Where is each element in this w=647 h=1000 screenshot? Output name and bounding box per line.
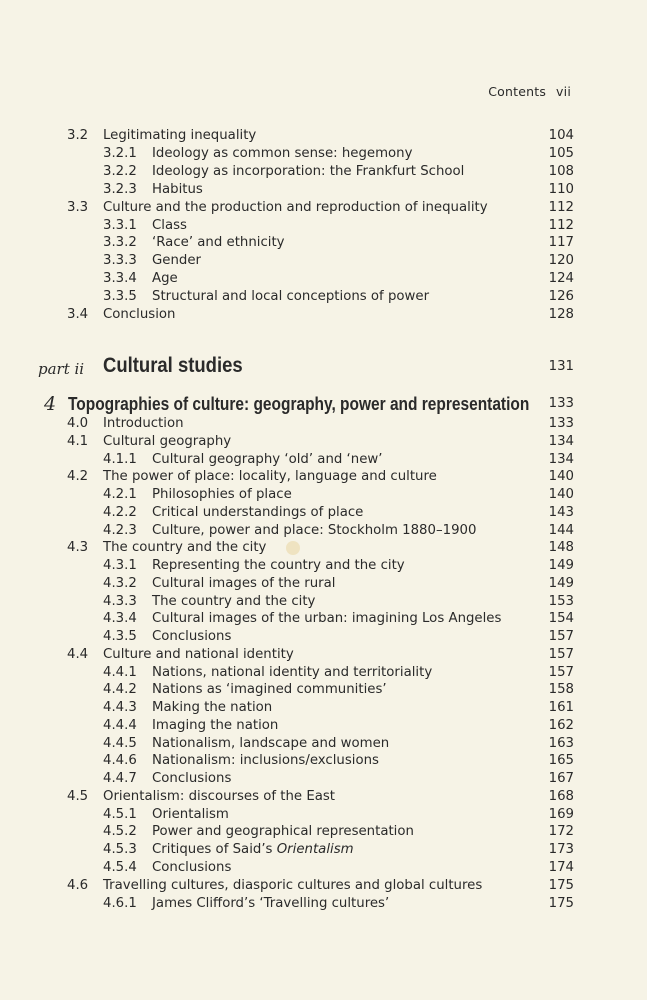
entry-title	[152, 628, 231, 646]
toc-entry	[0, 270, 647, 288]
entry-number: 4.4.7	[103, 771, 137, 787]
toc-entry	[0, 717, 647, 735]
entry-title	[152, 752, 379, 770]
toc-entry	[0, 288, 647, 306]
entry-page-number: 140	[548, 469, 574, 485]
toc-entry	[0, 504, 647, 522]
part-page-number: 131	[548, 359, 574, 374]
entry-number: 3.2.3	[103, 181, 137, 197]
toc-entry	[0, 415, 647, 433]
toc-entry	[0, 664, 647, 682]
entry-title	[152, 841, 354, 859]
entry-title-text: Critiques of Said’s	[152, 842, 277, 858]
entry-page-number: 168	[548, 788, 574, 804]
entry-title	[152, 575, 335, 593]
toc-entry	[0, 752, 647, 770]
entry-number: 4.4.4	[103, 717, 137, 733]
toc-entry	[0, 681, 647, 699]
entry-page-number: 153	[548, 593, 574, 609]
toc-entry	[0, 217, 647, 235]
entry-page-number: 148	[548, 540, 574, 556]
toc-entry	[0, 181, 647, 199]
entry-title	[152, 895, 389, 913]
entry-number: 4.2.2	[103, 504, 137, 520]
entry-title	[103, 539, 266, 557]
entry-number: 4.3.1	[103, 558, 137, 574]
entry-title-text: The power of place: locality, language and culture	[103, 469, 437, 485]
entry-number: 3.3.4	[103, 271, 137, 287]
entry-number: 3.3.3	[103, 253, 137, 269]
chapter-title: Topographies of culture: geography, power and representation	[68, 394, 530, 414]
entry-title	[152, 486, 292, 504]
entry-page-number: 105	[548, 145, 574, 161]
entry-page-number: 175	[548, 877, 574, 893]
part-title: Cultural studies	[103, 354, 243, 377]
entry-title	[152, 270, 178, 288]
entry-title-text: Power and geographical representation	[152, 824, 414, 840]
entry-number: 4.4.2	[103, 682, 137, 698]
entry-title	[152, 181, 203, 199]
entry-title-text: Conclusions	[152, 771, 232, 787]
entry-title-text: Gender	[152, 253, 201, 269]
entry-title	[103, 127, 256, 145]
entry-number: 3.3	[67, 199, 89, 215]
entry-page-number: 167	[548, 771, 574, 787]
entry-title-text: Nationalism: inclusions/exclusions	[152, 753, 379, 769]
entry-title-text: Nationalism, landscape and women	[152, 735, 390, 751]
entry-title	[103, 468, 437, 486]
entry-number: 4.6.1	[103, 895, 137, 911]
entry-title	[152, 681, 387, 699]
entry-page-number: 133	[548, 416, 574, 431]
entry-title	[152, 288, 429, 306]
entry-title	[152, 735, 389, 753]
entry-number: 4.3.2	[103, 575, 137, 591]
entry-title	[152, 699, 272, 717]
entry-page-number: 128	[548, 307, 574, 322]
toc-entry	[0, 145, 647, 163]
entry-title-text: Philosophies of place	[152, 487, 292, 503]
entry-page-number: 112	[548, 199, 574, 215]
toc-entry	[0, 877, 647, 895]
entry-title	[152, 610, 501, 628]
toc-entry	[0, 575, 647, 593]
running-header	[488, 84, 571, 99]
entry-page-number: 126	[548, 289, 574, 305]
toc-entry	[0, 127, 647, 145]
entry-number: 4.2	[67, 469, 89, 485]
entry-page-number: 144	[548, 522, 574, 538]
toc-entry	[0, 451, 647, 469]
entry-page-number: 120	[548, 253, 574, 269]
entry-number: 4.3	[67, 540, 89, 556]
entry-page-number: 154	[548, 611, 574, 627]
running-header-page: vii	[556, 84, 571, 99]
running-header-label: Contents	[488, 84, 547, 99]
entry-title-text: Ideology as common sense: hegemony	[152, 145, 413, 161]
entry-title	[152, 593, 315, 611]
toc-entry	[0, 468, 647, 486]
part-heading	[0, 354, 647, 382]
entry-title-text: Culture, power and place: Stockholm 1880–1900	[152, 522, 477, 538]
entry-title	[103, 306, 175, 324]
toc-entry	[0, 433, 647, 451]
entry-page-number: 108	[548, 163, 574, 179]
entry-title-text: Representing the country and the city	[152, 558, 405, 574]
toc-entry	[0, 199, 647, 217]
entry-title	[103, 646, 294, 664]
entry-title	[103, 199, 488, 217]
entry-title-text: Cultural images of the urban: imagining Los Angeles	[152, 611, 502, 627]
entry-title	[152, 806, 229, 824]
entry-page-number: 162	[548, 717, 574, 733]
entry-title-text: Orientalism	[152, 806, 229, 822]
entry-title	[103, 415, 184, 433]
entry-title	[103, 877, 482, 895]
entry-number: 4.2.1	[103, 487, 137, 503]
chapter-page-number: 133	[548, 396, 574, 411]
toc-entry	[0, 806, 647, 824]
entry-title-text: Conclusions	[152, 629, 232, 645]
entry-page-number: 161	[548, 700, 574, 716]
entry-number: 4.4.6	[103, 753, 137, 769]
entry-title-text: Conclusions	[152, 860, 232, 875]
entry-number: 4.3.5	[103, 629, 137, 645]
entry-title	[103, 433, 231, 451]
toc-entry	[0, 895, 647, 913]
entry-number: 4.4.1	[103, 664, 137, 680]
toc-entry	[0, 306, 647, 324]
entry-number: 4.3.4	[103, 611, 137, 627]
entry-number: 4.0	[67, 416, 89, 431]
toc-entry	[0, 557, 647, 575]
part-label: part ii	[38, 360, 85, 378]
entry-title	[152, 859, 231, 877]
entry-page-number: 140	[548, 487, 574, 503]
entry-title-text: Legitimating inequality	[103, 128, 257, 143]
entry-title-italic: Orientalism	[276, 842, 354, 858]
entry-title	[152, 234, 285, 252]
entry-number: 3.3.2	[103, 235, 137, 251]
entry-number: 4.1.1	[103, 451, 137, 467]
entry-title-text: James Clifford’s ‘Travelling cultures’	[152, 895, 390, 911]
chapter-heading	[0, 393, 647, 417]
entry-page-number: 149	[548, 575, 574, 591]
entry-number: 4.5.2	[103, 824, 137, 840]
entry-number: 4.2.3	[103, 522, 137, 538]
entry-title-text: Orientalism: discourses of the East	[103, 788, 336, 804]
toc-entry	[0, 788, 647, 806]
entry-page-number: 172	[548, 824, 574, 840]
entry-title	[152, 504, 363, 522]
entry-number: 4.5	[67, 788, 89, 804]
entry-title-text: ‘Race’ and ethnicity	[152, 235, 285, 251]
entry-title-text: Making the nation	[152, 700, 273, 716]
entry-title	[152, 217, 187, 235]
entry-title	[152, 557, 405, 575]
entry-number: 4.4.3	[103, 700, 137, 716]
entry-title-text: The country and the city	[103, 540, 267, 556]
entry-page-number: 112	[548, 217, 574, 233]
entry-title-text: Introduction	[103, 416, 184, 431]
entry-number: 3.2.1	[103, 145, 137, 161]
entry-title-text: Age	[152, 271, 178, 287]
toc-entry	[0, 628, 647, 646]
entry-title-text: Culture and the production and reproduction of inequality	[103, 199, 488, 215]
entry-title	[152, 717, 278, 735]
entry-title-text: The country and the city	[152, 593, 316, 609]
entry-title-text: Structural and local conceptions of power	[152, 289, 430, 305]
entry-page-number: 134	[548, 451, 574, 467]
entry-title	[152, 664, 432, 682]
entry-page-number: 110	[548, 181, 574, 197]
entry-page-number: 157	[548, 646, 574, 662]
entry-title	[103, 788, 335, 806]
toc-entry	[0, 823, 647, 841]
entry-number: 4.5.1	[103, 806, 137, 822]
entry-title-text: Class	[152, 217, 187, 233]
toc-entry	[0, 699, 647, 717]
entry-title-text: Imaging the nation	[152, 717, 279, 733]
toc-entry	[0, 539, 647, 557]
chapter-number: 4	[44, 393, 57, 415]
toc-entry	[0, 735, 647, 753]
entry-page-number: 134	[548, 433, 574, 449]
entry-page-number: 174	[548, 860, 574, 875]
entry-page-number: 143	[548, 504, 574, 520]
entry-number: 3.4	[67, 307, 89, 322]
entry-page-number: 149	[548, 558, 574, 574]
entry-number: 4.4.5	[103, 735, 137, 751]
entry-title-text: Culture and national identity	[103, 646, 294, 662]
entry-title-text: Cultural images of the rural	[152, 575, 336, 591]
toc-entry	[0, 252, 647, 270]
entry-number: 4.5.4	[103, 860, 137, 875]
toc-entry	[0, 593, 647, 611]
entry-page-number: 104	[548, 128, 574, 143]
entry-title-text: Critical understandings of place	[152, 504, 364, 520]
entry-title	[152, 252, 201, 270]
entry-title-text: Travelling cultures, diasporic cultures and global cultures	[103, 877, 483, 893]
entry-number: 3.2.2	[103, 163, 137, 179]
toc-entry	[0, 859, 647, 877]
entry-page-number: 163	[548, 735, 574, 751]
entry-title-text: Nations as ‘imagined communities’	[152, 682, 387, 698]
entry-number: 4.4	[67, 646, 89, 662]
entry-title	[152, 823, 414, 841]
entry-title	[152, 522, 476, 540]
toc-entry	[0, 770, 647, 788]
entry-title-text: Cultural geography	[103, 433, 232, 449]
entry-page-number: 157	[548, 664, 574, 680]
toc-entry	[0, 486, 647, 504]
entry-number: 3.3.5	[103, 289, 137, 305]
entry-page-number: 124	[548, 271, 574, 287]
entry-title	[152, 145, 412, 163]
entry-page-number: 117	[548, 235, 574, 251]
toc-entry	[0, 234, 647, 252]
entry-title	[152, 451, 383, 469]
entry-number: 4.6	[67, 877, 89, 893]
entry-number: 3.2	[67, 128, 89, 143]
entry-title-text: Habitus	[152, 181, 203, 197]
entry-number: 3.3.1	[103, 217, 137, 233]
entry-page-number: 158	[548, 682, 574, 698]
entry-page-number: 169	[548, 806, 574, 822]
toc-entry	[0, 646, 647, 664]
entry-number: 4.3.3	[103, 593, 137, 609]
entry-page-number: 165	[548, 753, 574, 769]
entry-title-text: Ideology as incorporation: the Frankfurt School	[152, 163, 465, 179]
entry-title-text: Cultural geography ‘old’ and ‘new’	[152, 451, 383, 467]
entry-page-number: 157	[548, 629, 574, 645]
toc-entry	[0, 610, 647, 628]
entry-title-text: Nations, national identity and territoriality	[152, 664, 433, 680]
paper-stain	[286, 541, 300, 555]
entry-number: 4.1	[67, 433, 89, 449]
toc-entry	[0, 163, 647, 181]
entry-page-number: 173	[548, 842, 574, 858]
toc-entry	[0, 522, 647, 540]
entry-title-text: Conclusion	[103, 307, 176, 322]
toc-entry	[0, 841, 647, 859]
entry-number: 4.5.3	[103, 842, 137, 858]
entry-title	[152, 163, 464, 181]
entry-page-number: 175	[548, 895, 574, 911]
entry-title	[152, 770, 231, 788]
